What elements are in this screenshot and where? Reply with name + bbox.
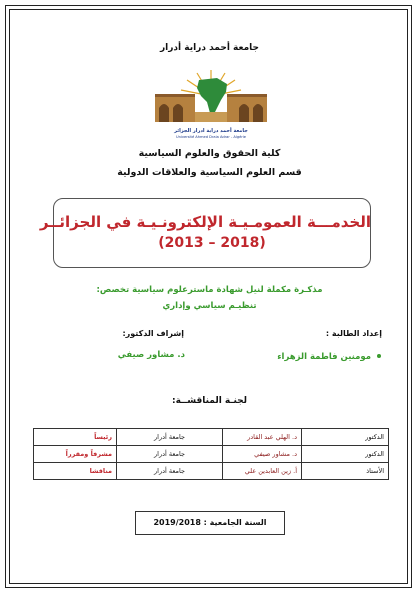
university-name: جامعة أحمد دراية أدرار (159, 43, 260, 53)
supervision-label: إشراف الدكتور: (122, 329, 184, 338)
title-box (39, 198, 371, 268)
member-title: الدكتور (302, 429, 389, 446)
committee-table (33, 428, 389, 480)
table-row (34, 463, 389, 480)
member-title: الأستاذ (302, 463, 389, 480)
table-row (34, 429, 389, 446)
member-role: مناقشا (34, 463, 117, 480)
supervisor-name: د. مشاور صيفي (117, 350, 185, 360)
thesis-years: (2013 – 2018) (158, 235, 266, 251)
logo-caption-english: Université Ahmed Draia Adrar - Algérie (175, 135, 247, 139)
thesis-title: الخدمـــة العمومـيـة الإلكترونـيـة في الجزائــر (39, 213, 371, 231)
memo-description: مذكـرة مكملة لنيل شهادة ماسترعلوم سياسية تخصص: (96, 285, 323, 295)
member-university: جامعة أدرار (117, 429, 223, 446)
student-name: مومنين فاطمة الزهراء (277, 352, 371, 362)
academic-year: السنة الجامعية : 2019/2018 (153, 518, 267, 527)
committee-heading: لجنـة المناقشــة: (171, 396, 248, 406)
department-name: قسم العلوم السياسية والعلاقات الدولية (117, 167, 302, 178)
member-name: د. مشاور صيفي (223, 446, 302, 463)
member-university: جامعة أدرار (117, 446, 223, 463)
member-name: د. الهلي عبد القادر (223, 429, 302, 446)
logo-caption-arabic: جامعة أحمد دراية ادرار الجزائر (174, 128, 248, 134)
member-role: رئيساً (34, 429, 117, 446)
member-role: مشرفاً ومقرراً (34, 446, 117, 463)
prepared-by-label: إعداد الطالبة : (325, 329, 382, 338)
faculty-name: كلية الحقوق والعلوم السياسية (138, 148, 281, 159)
bullet-icon (377, 354, 381, 358)
memo-specialty: تنظيـم سياسي وإداري (162, 301, 257, 311)
table-row (34, 446, 389, 463)
member-name: أ. زين العابدين علي (223, 463, 302, 480)
member-university: جامعة أدرار (117, 463, 223, 480)
member-title: الدكتور (302, 446, 389, 463)
